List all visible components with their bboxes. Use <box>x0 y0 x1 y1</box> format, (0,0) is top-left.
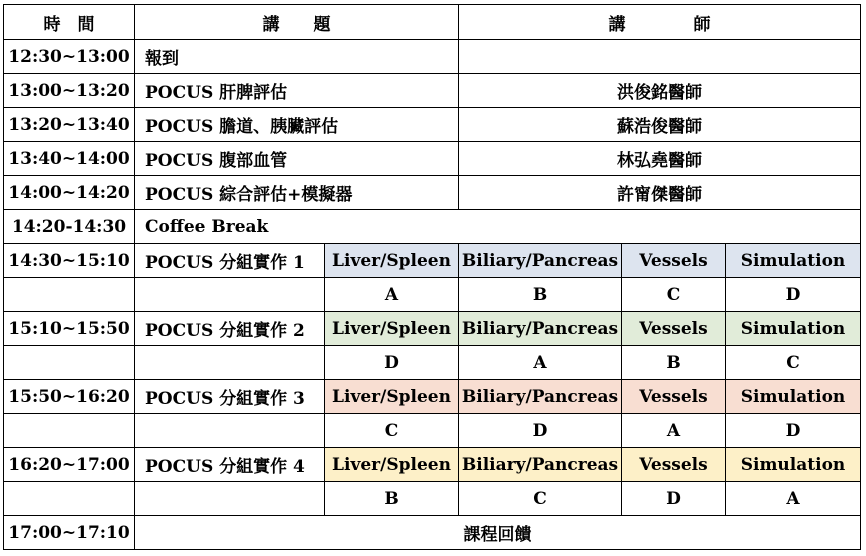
table-row <box>4 142 861 176</box>
station-vessels: Vessels <box>622 244 726 278</box>
header-time: 時 間 <box>4 5 135 40</box>
group-row <box>4 482 861 516</box>
speaker-cell: 許甯傑醫師 <box>459 176 861 210</box>
empty-cell <box>135 482 325 516</box>
station-biliary-pancreas: Biliary/Pancreas <box>459 244 622 278</box>
empty-cell <box>4 482 135 516</box>
empty-cell <box>135 346 325 380</box>
station-simulation: Simulation <box>726 244 861 278</box>
table-row <box>4 74 861 108</box>
break-cell: Coffee Break <box>135 210 861 244</box>
header-row <box>4 5 861 40</box>
empty-cell <box>135 278 325 312</box>
time-cell: 17:00~17:10 <box>4 516 135 550</box>
closing-cell: 課程回饋 <box>135 516 861 550</box>
station-vessels: Vessels <box>622 380 726 414</box>
speaker-cell: 蘇浩俊醫師 <box>459 108 861 142</box>
speaker-cell: 林弘堯醫師 <box>459 142 861 176</box>
group-row <box>4 414 861 448</box>
station-liver-spleen: Liver/Spleen <box>325 380 459 414</box>
empty-cell <box>4 346 135 380</box>
group-row <box>4 346 861 380</box>
table-row <box>4 40 861 74</box>
header-topic: 講 題 <box>135 5 459 40</box>
group-cell: A <box>726 482 861 516</box>
empty-cell <box>135 414 325 448</box>
station-simulation: Simulation <box>726 312 861 346</box>
station-simulation: Simulation <box>726 448 861 482</box>
station-biliary-pancreas: Biliary/Pancreas <box>459 312 622 346</box>
rotation-row <box>4 380 861 414</box>
group-cell: C <box>622 278 726 312</box>
speaker-cell <box>459 40 861 74</box>
group-cell: C <box>459 482 622 516</box>
group-cell: B <box>459 278 622 312</box>
station-biliary-pancreas: Biliary/Pancreas <box>459 448 622 482</box>
table-row <box>4 108 861 142</box>
time-cell: 16:20~17:00 <box>4 448 135 482</box>
topic-cell: POCUS 膽道、胰臟評估 <box>135 108 459 142</box>
station-liver-spleen: Liver/Spleen <box>325 312 459 346</box>
time-cell: 14:30~15:10 <box>4 244 135 278</box>
time-cell: 14:20-14:30 <box>4 210 135 244</box>
station-simulation: Simulation <box>726 380 861 414</box>
group-cell: D <box>726 414 861 448</box>
table-row <box>4 210 861 244</box>
group-cell: D <box>622 482 726 516</box>
group-cell: A <box>325 278 459 312</box>
topic-cell: POCUS 分組實作 4 <box>135 448 325 482</box>
speaker-cell: 洪俊銘醫師 <box>459 74 861 108</box>
station-liver-spleen: Liver/Spleen <box>325 244 459 278</box>
group-cell: B <box>622 346 726 380</box>
group-cell: C <box>325 414 459 448</box>
table-row <box>4 516 861 550</box>
topic-cell: POCUS 分組實作 2 <box>135 312 325 346</box>
time-cell: 12:30~13:00 <box>4 40 135 74</box>
time-cell: 15:50~16:20 <box>4 380 135 414</box>
group-row <box>4 278 861 312</box>
empty-cell <box>4 278 135 312</box>
topic-cell: POCUS 肝脾評估 <box>135 74 459 108</box>
group-cell: A <box>622 414 726 448</box>
time-cell: 13:40~14:00 <box>4 142 135 176</box>
schedule-table <box>3 4 861 550</box>
station-vessels: Vessels <box>622 448 726 482</box>
topic-cell: 報到 <box>135 40 459 74</box>
station-biliary-pancreas: Biliary/Pancreas <box>459 380 622 414</box>
topic-cell: POCUS 腹部血管 <box>135 142 459 176</box>
group-cell: C <box>726 346 861 380</box>
topic-cell: POCUS 分組實作 3 <box>135 380 325 414</box>
group-cell: D <box>325 346 459 380</box>
topic-cell: POCUS 綜合評估+模擬器 <box>135 176 459 210</box>
group-cell: D <box>459 414 622 448</box>
group-cell: B <box>325 482 459 516</box>
time-cell: 13:20~13:40 <box>4 108 135 142</box>
station-liver-spleen: Liver/Spleen <box>325 448 459 482</box>
header-speaker: 講 師 <box>459 5 861 40</box>
empty-cell <box>4 414 135 448</box>
table-row <box>4 176 861 210</box>
topic-cell: POCUS 分組實作 1 <box>135 244 325 278</box>
rotation-row <box>4 448 861 482</box>
rotation-row <box>4 244 861 278</box>
rotation-row <box>4 312 861 346</box>
time-cell: 13:00~13:20 <box>4 74 135 108</box>
time-cell: 14:00~14:20 <box>4 176 135 210</box>
group-cell: A <box>459 346 622 380</box>
station-vessels: Vessels <box>622 312 726 346</box>
group-cell: D <box>726 278 861 312</box>
time-cell: 15:10~15:50 <box>4 312 135 346</box>
